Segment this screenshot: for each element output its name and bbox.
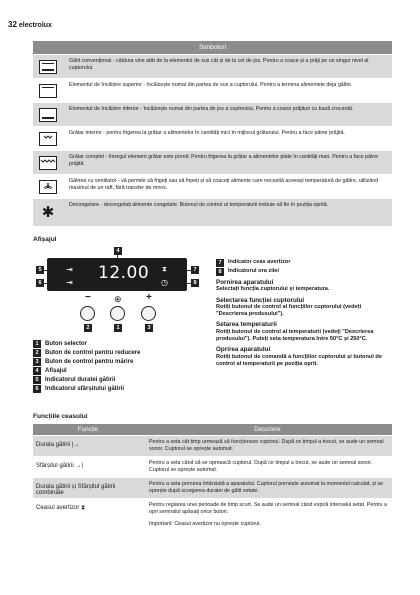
fan-heat-icon bbox=[39, 180, 57, 194]
page-number: 32 bbox=[8, 20, 17, 29]
section-heading: Pornirea aparatului bbox=[216, 279, 274, 286]
cooking-duration-icon: |→ bbox=[71, 442, 80, 448]
function-name: Durata gătirii și Sfârșitul gătirii combinate bbox=[36, 484, 116, 496]
table-row bbox=[33, 498, 392, 531]
legend-label: Indicatorul ora zilei bbox=[228, 267, 279, 274]
function-description-text: Pentru reglarea unei perioade de timp scurt. Se aude un semnal când expiră intervalul setat. Pentru a opri semnalul apăsați orice buton. bbox=[149, 502, 387, 515]
callout-5: 5 bbox=[36, 266, 44, 274]
plus-sign: + bbox=[146, 292, 152, 303]
table-row bbox=[33, 477, 392, 498]
function-description bbox=[143, 499, 392, 531]
symbol-row bbox=[33, 54, 392, 78]
callout-4: 4 bbox=[114, 247, 122, 255]
minute-minder-icon: ⧗ bbox=[81, 505, 86, 511]
section-heading: Setarea temperaturii bbox=[216, 321, 277, 329]
grill-complete-icon bbox=[39, 156, 57, 170]
symbol-description: Elementul de încălzire inferior - încălzește numai din partea de jos a cuptorului. Pentru a coace prăjituri cu bază crocantă. bbox=[69, 106, 354, 112]
selector-symbol-icon: ⊕ bbox=[114, 294, 122, 304]
legend-item: 7 Indicator ceas avertizor bbox=[216, 258, 392, 267]
section-text: Rotiți butonul de control al funcțiilor cuptorului (vedeți "Descrierea produsului"). bbox=[216, 303, 362, 318]
section-heading: Selectarea funcției cuptorului bbox=[216, 296, 305, 304]
plus-button[interactable] bbox=[141, 306, 156, 321]
function-description: Pentru a seta pornirea întârziată a aparatului. Cuptorul pornește automat la momentul calculat, și se oprește după scurgerea duratei de gătit setate. bbox=[149, 481, 384, 494]
symbol-description: Elementul de încălzire superior - încălzește numai din partea de sus a cuptorului. Pentru a termina alimentele deja gătite. bbox=[69, 82, 353, 88]
legend-label: Indicatorul sfârșitului gătirii bbox=[45, 385, 125, 392]
function-description: Pentru a seta cât timp urmează să funcționeze cuptorul. După ce timpul a trecut, se aude un semnal sonor. Cuptorul se oprește automat. bbox=[149, 439, 384, 452]
brand-name: electrolux bbox=[18, 22, 52, 29]
end-of-cooking-icon: →| bbox=[75, 463, 83, 469]
legend-label: Indicator ceas avertizor bbox=[228, 258, 291, 265]
symbol-description: Decongelare - decongelați alimente congelate. Butonul de control al temperaturii trebuie să fie în poziția oprită. bbox=[69, 202, 329, 208]
legend-label: Afișajul bbox=[45, 367, 67, 374]
callout-1: 1 bbox=[114, 324, 122, 332]
symbol-row bbox=[33, 102, 392, 126]
column-header-function: Funcție bbox=[77, 426, 99, 433]
function-description: Pentru a seta când să se oprească cuptorul. După ce timpul a trecut, se aude un semnal sonor. Cuptorul se oprește automat. bbox=[149, 460, 373, 473]
callout-6: 6 bbox=[36, 279, 44, 287]
symbol-row bbox=[33, 150, 392, 174]
table-row bbox=[33, 435, 392, 456]
defrost-icon: ✱ bbox=[41, 204, 55, 221]
legend-item: 4 Afișajul bbox=[33, 366, 218, 375]
symbol-description: Gătit convențional - căldura vine atât de la elementul de sus cât și de la cel de jos. Pentru a coace și a prăji pe un singur nivel al cuptorului. bbox=[69, 58, 369, 71]
function-note: Important: Ceasul avertizor nu oprește cuptorul. bbox=[149, 521, 261, 527]
section-heading: Oprirea aparatului bbox=[216, 346, 271, 354]
selector-button[interactable] bbox=[110, 306, 125, 321]
section-text: Selectați funcția cuptorului și temperatura. bbox=[216, 286, 330, 293]
symbol-row bbox=[33, 174, 392, 198]
symbol-row bbox=[33, 126, 392, 150]
symbol-description: Grătar complet - întregul element grătar este pornit. Pentru frigerea la grătar a alimentelor plate în cantități mari. Pentru a face pâine prăjită. bbox=[69, 154, 379, 167]
page-header bbox=[8, 20, 52, 29]
clock-functions-title: Funcțiile ceasului bbox=[33, 413, 88, 420]
legend-label: Buton selector bbox=[45, 340, 88, 347]
symbols-table bbox=[33, 41, 392, 226]
clock-display: 12.00 bbox=[98, 263, 150, 283]
section-text: Rotiți butonul de control al temperaturii (vedeți "Descrierea produsului"). Puteți seta temperatura între 50°C și 250°C. bbox=[216, 328, 374, 343]
symbol-description: Grătar interior - pentru frigerea la grătar a alimentelor în cantități mici în mijlocul grătarului. Pentru a face pâine prăjită. bbox=[69, 130, 345, 136]
minus-sign: − bbox=[85, 292, 91, 303]
legend-label: Buton de control pentru mărire bbox=[45, 358, 134, 365]
legend-item: 2 Buton de control pentru reducere bbox=[33, 348, 218, 357]
section-text: Rotiți butonul de comandă a funcțiilor cuptorului și butonul de control al temperaturii pe poziția oprit. bbox=[216, 353, 382, 367]
grill-interior-icon bbox=[39, 132, 57, 146]
callout-8: 8 bbox=[191, 279, 199, 287]
symbol-description: Gătirea cu ventilator - vă permite să frigeți sau să fripeți și să coaceți alimente care necesită aceeași temperatură de gătire, utilizând maximul de un raft, fără transfer de miros. bbox=[69, 178, 379, 191]
function-name: Ceasul avertizor bbox=[36, 505, 80, 511]
callout-7: 7 bbox=[191, 266, 199, 274]
symbol-row bbox=[33, 78, 392, 102]
clock-functions-table bbox=[33, 424, 392, 531]
conventional-cooking-icon bbox=[39, 60, 57, 74]
callout-2: 2 bbox=[84, 324, 92, 332]
end-of-cooking-indicator-icon: ⇥ bbox=[66, 278, 73, 287]
legend-item: 6 Indicatorul sfârșitului gătirii bbox=[33, 384, 218, 393]
table-row bbox=[33, 456, 392, 477]
top-heat-icon bbox=[39, 84, 57, 98]
bottom-heat-icon bbox=[39, 108, 57, 122]
legend-item: 3 Buton de control pentru mărire bbox=[33, 357, 218, 366]
function-name: Durata gătirii bbox=[36, 442, 71, 448]
display-section-title: Afișajul bbox=[33, 236, 57, 243]
instructions-column bbox=[216, 258, 392, 368]
callout-3: 3 bbox=[145, 324, 153, 332]
legend-label: Buton de control pentru reducere bbox=[45, 349, 141, 356]
symbol-row bbox=[33, 198, 392, 226]
legend-item: 8 Indicatorul ora zilei bbox=[216, 267, 392, 276]
legend-item: 1 Buton selector bbox=[33, 339, 218, 348]
minute-minder-indicator-icon: ⧗ bbox=[162, 266, 167, 273]
legend-item: 5 Indicatorul duratei gătirii bbox=[33, 375, 218, 384]
symbols-table-title: Simboluri bbox=[33, 41, 392, 54]
table-header bbox=[33, 424, 392, 435]
cooking-duration-indicator-icon: ⇥ bbox=[66, 265, 73, 274]
display-legend bbox=[33, 339, 218, 393]
minus-button[interactable] bbox=[80, 306, 95, 321]
column-header-description: Descriere bbox=[254, 426, 281, 433]
legend-label: Indicatorul duratei gătirii bbox=[45, 376, 116, 383]
time-of-day-indicator-icon: ◷ bbox=[161, 278, 168, 287]
function-name: Sfârșitul gătirii bbox=[36, 463, 74, 469]
